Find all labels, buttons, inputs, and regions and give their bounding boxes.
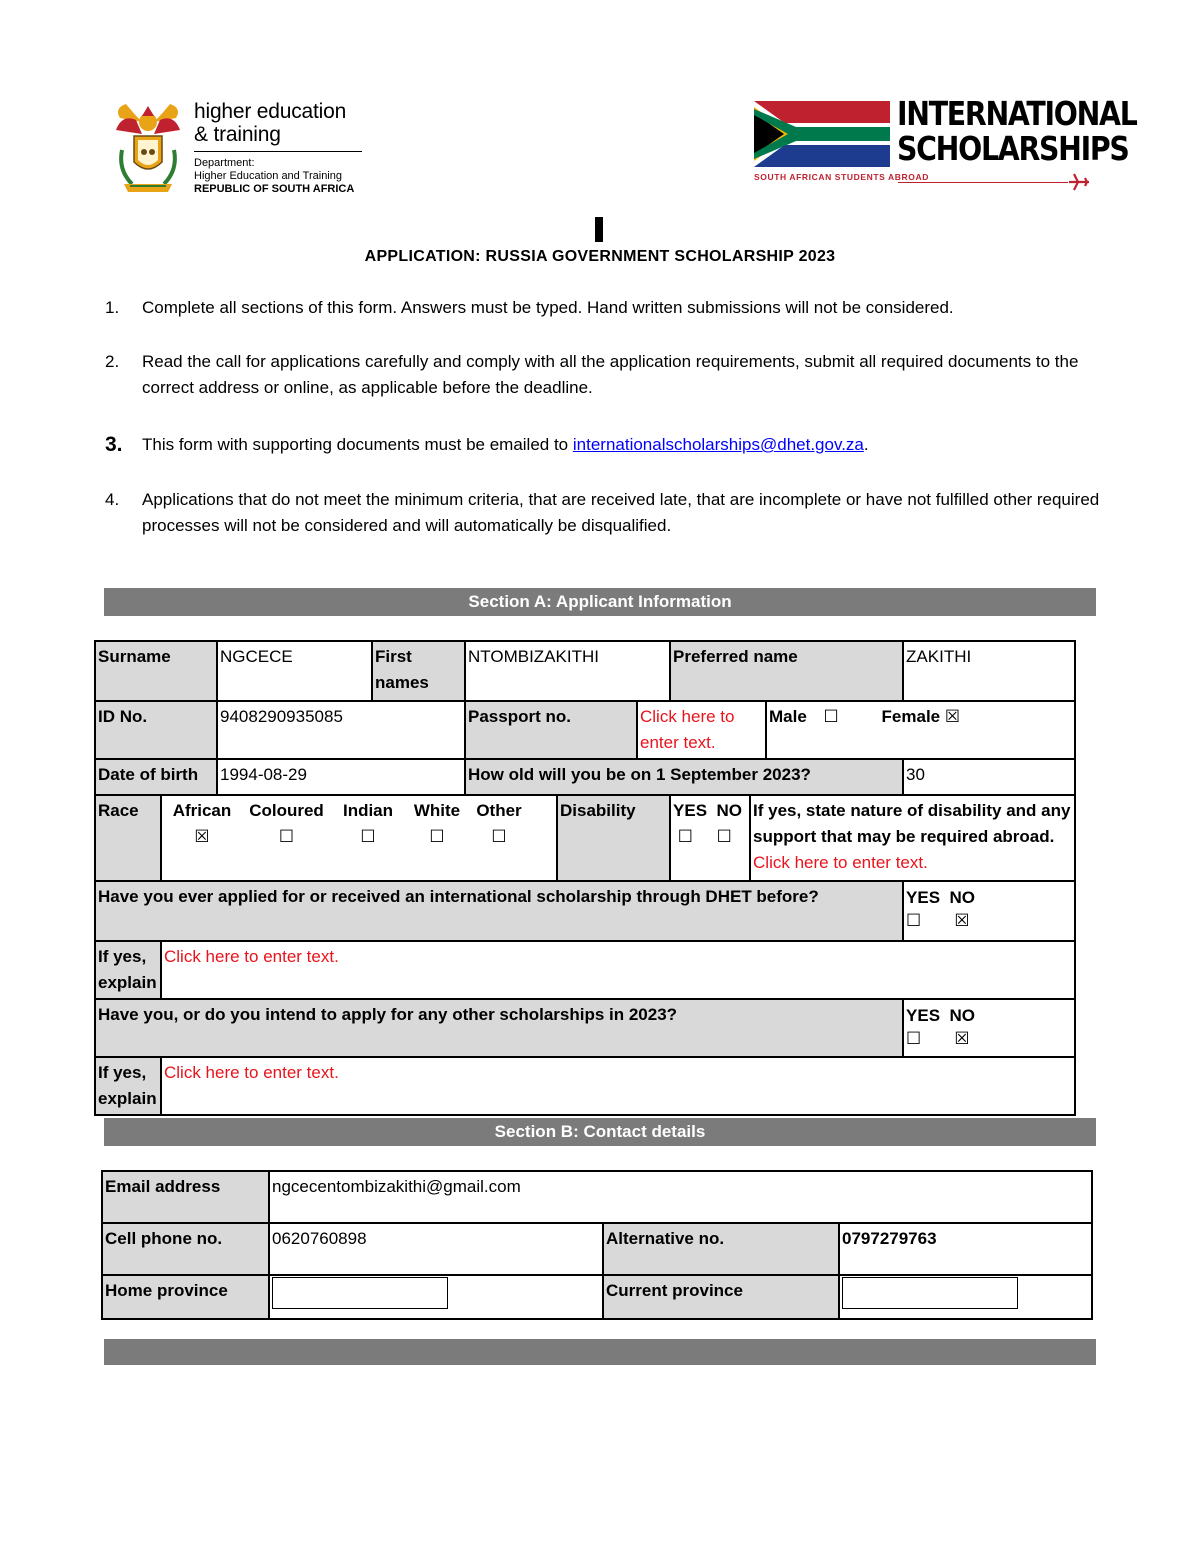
surname-field[interactable]: NGCECE (217, 641, 372, 701)
race-options (161, 795, 557, 881)
disability-details-field[interactable]: Click here to enter text. (753, 853, 928, 872)
instruction-text: Complete all sections of this form. Answers must be typed. Hand written submissions will not be considered. (142, 298, 954, 317)
preferred-name-label: Preferred name (670, 641, 903, 701)
id-label: ID No. (95, 701, 217, 759)
explain-label: If yes, explain (95, 1057, 161, 1115)
first-names-field[interactable]: NTOMBIZAKITHI (465, 641, 670, 701)
no-label: NO (949, 1006, 976, 1025)
explain-field-1[interactable]: Click here to enter text. (161, 941, 1075, 999)
race-checkbox-white[interactable]: ☐ (429, 827, 445, 846)
applicant-info-table (94, 640, 1076, 1116)
is-rule (898, 182, 1068, 183)
instruction-number: 2. (105, 352, 120, 371)
current-province-dropdown[interactable] (842, 1277, 1018, 1309)
race-option (164, 798, 240, 850)
id-field[interactable]: 9408290935085 (217, 701, 465, 759)
dhet-question-yes-no (903, 881, 1075, 941)
instruction-number: 1. (105, 298, 120, 317)
is-title-line1: INTERNATIONAL (897, 94, 1137, 133)
disability-label: Disability (557, 795, 670, 881)
disability-yes-checkbox[interactable]: ☐ (677, 827, 693, 846)
home-province-dropdown[interactable] (272, 1277, 448, 1309)
passport-label: Passport no. (465, 701, 637, 759)
gender-cell (766, 701, 1075, 759)
race-option-label: White (413, 801, 461, 820)
cell-label: Cell phone no. (102, 1223, 269, 1275)
race-option (240, 798, 333, 850)
yes-label: YES (906, 1006, 941, 1025)
race-label: Race (95, 795, 161, 881)
explain-label: If yes, explain (95, 941, 161, 999)
race-checkbox-african[interactable]: ☒ (194, 827, 210, 846)
dhet-question: Have you ever applied for or received an international scholarship through DHET before? (95, 881, 903, 941)
is-tagline: SOUTH AFRICAN STUDENTS ABROAD (754, 172, 929, 182)
disability-note: If yes, state nature of disability and any support that may be required abroad. (753, 801, 1071, 846)
instruction-number: 3. (105, 433, 123, 456)
race-option-label: African (172, 801, 232, 820)
is-title-line2: SCHOLARSHIPS (897, 129, 1129, 168)
first-names-label: First names (372, 641, 465, 701)
dob-field[interactable]: 1994-08-29 (217, 759, 465, 795)
contact-details-table (101, 1170, 1093, 1320)
page-title: APPLICATION: RUSSIA GOVERNMENT SCHOLARSHIP 2023 (364, 248, 836, 265)
instruction-4 (105, 487, 1105, 539)
current-province-cell (839, 1275, 1092, 1319)
other-yes-checkbox[interactable]: ☐ (906, 1029, 922, 1048)
instruction-text-post: . (863, 435, 869, 454)
other-question-yes-no (903, 999, 1075, 1057)
female-checkbox[interactable]: ☒ (944, 707, 961, 726)
yes-label: YES (906, 888, 941, 907)
preferred-name-field[interactable]: ZAKITHI (903, 641, 1075, 701)
dhet-department: Department: (194, 157, 255, 169)
dhet-no-checkbox[interactable]: ☒ (954, 911, 970, 930)
dhet-wordmark (194, 101, 362, 196)
dhet-rule (194, 151, 362, 152)
age-field[interactable]: 30 (903, 759, 1075, 795)
other-no-checkbox[interactable]: ☒ (954, 1029, 970, 1048)
race-option-label: Indian (342, 801, 394, 820)
dob-label: Date of birth (95, 759, 217, 795)
cell-field[interactable]: 0620760898 (269, 1223, 603, 1275)
race-checkbox-indian[interactable]: ☐ (360, 827, 376, 846)
dhet-title-line2: & training (194, 123, 281, 146)
other-scholarships-question: Have you, or do you intend to apply for any other scholarships in 2023? (95, 999, 903, 1057)
race-checkbox-coloured[interactable]: ☐ (278, 827, 295, 846)
dhet-country: REPUBLIC OF SOUTH AFRICA (194, 183, 355, 195)
section-b-header: Section B: Contact details (104, 1118, 1096, 1146)
disability-details-cell (750, 795, 1075, 881)
race-checkbox-other[interactable]: ☐ (491, 827, 507, 846)
race-option-label: Other (476, 801, 522, 820)
current-province-label: Current province (603, 1275, 839, 1319)
explain-field-2[interactable]: Click here to enter text. (161, 1057, 1075, 1115)
surname-label: Surname (95, 641, 217, 701)
age-question: How old will you be on 1 September 2023? (465, 759, 903, 795)
section-a-header: Section A: Applicant Information (104, 588, 1096, 616)
instruction-text: Applications that do not meet the minimum criteria, that are received late, that are incomplete or have not fulfilled other required processes will not be considered and will automatically be disqualified. (142, 490, 1100, 535)
dhet-yes-checkbox[interactable]: ☐ (906, 911, 922, 930)
instruction-2 (105, 349, 1105, 401)
male-label: Male (769, 707, 807, 726)
email-label: Email address (102, 1171, 269, 1223)
instruction-3 (105, 432, 1105, 458)
instruction-number: 4. (105, 490, 120, 509)
alt-number-label: Alternative no. (603, 1223, 839, 1275)
disability-yes-no (670, 795, 750, 881)
no-label: NO (716, 801, 742, 820)
airplane-icon (1068, 172, 1090, 197)
home-province-cell (269, 1275, 603, 1319)
race-option-label: Coloured (249, 801, 324, 820)
race-option (471, 798, 527, 850)
coat-of-arms-icon (112, 100, 184, 198)
disability-no-checkbox[interactable]: ☐ (716, 827, 732, 846)
passport-field[interactable]: Click here to enter text. (637, 701, 766, 759)
yes-label: YES (673, 801, 708, 820)
instruction-text (142, 432, 1105, 458)
dhet-logo (112, 100, 192, 200)
instruction-1 (105, 295, 1105, 321)
text-cursor (595, 217, 603, 242)
dhet-department-name: Higher Education and Training (194, 170, 342, 182)
email-field[interactable]: ngcecentombizakithi@gmail.com (269, 1171, 1092, 1223)
section-c-header (104, 1339, 1096, 1365)
instruction-text: Read the call for applications carefully and comply with all the application requirements, submit all required documents to the correct address or online, as applicable before the deadline. (142, 352, 1079, 397)
instruction-text-pre: This form with supporting documents must be emailed to (142, 435, 573, 454)
south-africa-flag-icon (754, 101, 890, 167)
home-province-label: Home province (102, 1275, 269, 1319)
male-checkbox[interactable]: ☐ (823, 707, 839, 726)
race-option (403, 798, 471, 850)
race-option (333, 798, 403, 850)
email-link[interactable]: internationalscholarships@dhet.gov.za (572, 435, 864, 454)
no-label: NO (949, 888, 976, 907)
is-wordmark (897, 96, 1136, 166)
dhet-title-line1: higher education (194, 100, 347, 123)
alt-number-field[interactable]: 0797279763 (839, 1223, 1092, 1275)
female-label: Female (881, 707, 941, 726)
